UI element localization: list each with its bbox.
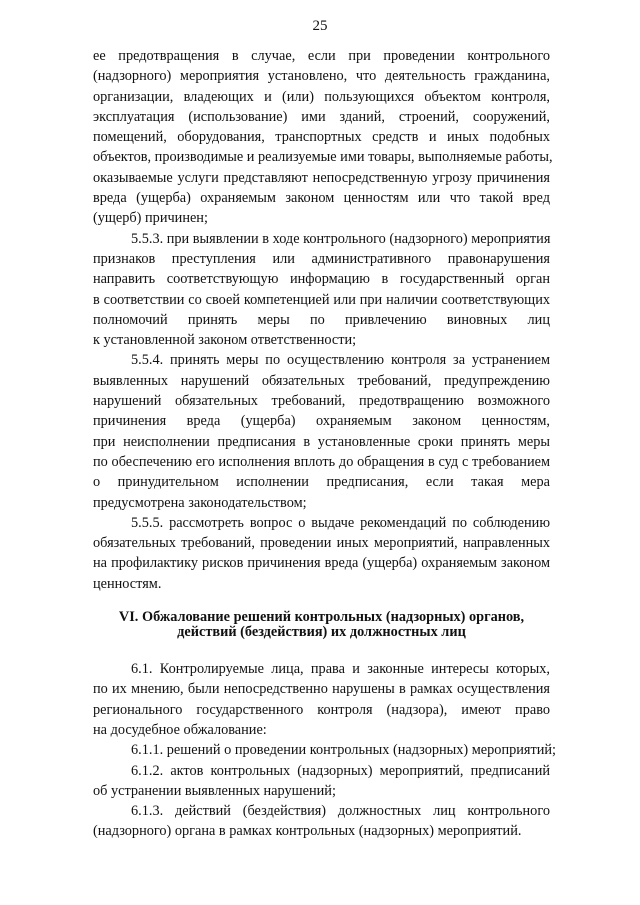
text-line: организации, владеющих и (или) пользующихся объектом контроля, <box>93 88 550 105</box>
section-5-5-text <box>93 46 553 594</box>
spacer <box>93 640 550 659</box>
text-line: ценностям. <box>93 575 162 592</box>
text-line: по их мнению, были непосредственно нарушены в рамках осуществления <box>93 681 550 698</box>
text-line: (надзорного) мероприятия установлено, что деятельность гражданина, <box>93 68 550 85</box>
text-line: 6.1.1. решений о проведении контрольных (надзорных) мероприятий; <box>131 742 556 759</box>
text-line: эксплуатация (использование) ими зданий, строений, сооружений, <box>93 108 550 125</box>
section-heading-line-1: VI. Обжалование решений контрольных (надзорных) органов, <box>118 609 525 626</box>
text-line: (надзорного) органа в рамках контрольных (надзорных) мероприятий. <box>93 823 522 840</box>
spacer <box>93 594 550 610</box>
text-line: нарушений обязательных требований, предотвращению возможного <box>93 393 550 410</box>
text-line: помещений, оборудования, транспортных средств и иных подобных <box>93 129 550 146</box>
text-line: ее предотвращения в случае, если при проведении контрольного <box>93 48 550 64</box>
text-line: 5.5.4. принять меры по осуществлению контроля за устранением <box>131 352 550 369</box>
text-line: причинения вреда (ущерба) охраняемым законом ценностям, <box>93 413 550 430</box>
text-line: обязательных требований, проведении иных мероприятий, направленных <box>93 535 550 552</box>
text-line: об устранении выявленных нарушений; <box>93 782 336 799</box>
text-line: признаков преступления или административного правонарушения <box>93 250 550 267</box>
text-line: по обеспечению его исполнения вплоть до обращения в суд с требованием <box>93 453 550 470</box>
text-line: в соответствии со своей компетенцией или при наличии соответствующих <box>93 291 550 308</box>
text-line: 6.1.2. актов контрольных (надзорных) мероприятий, предписаний <box>131 762 550 779</box>
document-body <box>93 46 556 842</box>
section-heading-line-2: действий (бездействия) их должностных лиц <box>177 624 466 641</box>
text-line: к установленной законом ответственности; <box>93 332 357 349</box>
text-line: на профилактику рисков причинения вреда (ущерба) охраняемым законом <box>93 555 550 572</box>
text-line: объектов, производимые и реализуемые ими товары, выполняемые работы, <box>93 149 553 166</box>
text-line: 6.1. Контролируемые лица, права и законные интересы которых, <box>131 661 550 678</box>
text-line: 5.5.5. рассмотреть вопрос о выдаче рекомендаций по соблюдению <box>131 514 550 531</box>
text-line: о принудительном исполнении предписания, если такая мера <box>93 474 550 491</box>
text-line: предусмотрена законодательством; <box>93 494 307 511</box>
text-line: 5.5.3. при выявлении в ходе контрольного (надзорного) мероприятия <box>131 230 551 247</box>
text-line: (ущерб) причинен; <box>93 210 208 227</box>
text-line: при неисполнении предписания в установленные сроки принять меры <box>93 433 550 450</box>
text-line: выявленных нарушений обязательных требований, предупреждению <box>93 372 550 389</box>
section-6-1-text <box>93 659 556 842</box>
text-line: на досудебное обжалование: <box>93 721 267 738</box>
text-line: полномочий принять меры по привлечению виновных лиц <box>93 311 550 328</box>
text-line: направить соответствующую информацию в государственный орган <box>93 271 550 288</box>
page-number: 25 <box>312 18 328 34</box>
text-line: 6.1.3. действий (бездействия) должностных лиц контрольного <box>131 803 550 820</box>
text-line: вреда (ущерба) охраняемым законом ценностям или что такой вред <box>93 190 550 207</box>
text-line: регионального государственного контроля (надзора), имеют право <box>93 701 550 718</box>
text-line: оказываемые услуги представляют непосредственную угрозу причинения <box>93 169 550 186</box>
